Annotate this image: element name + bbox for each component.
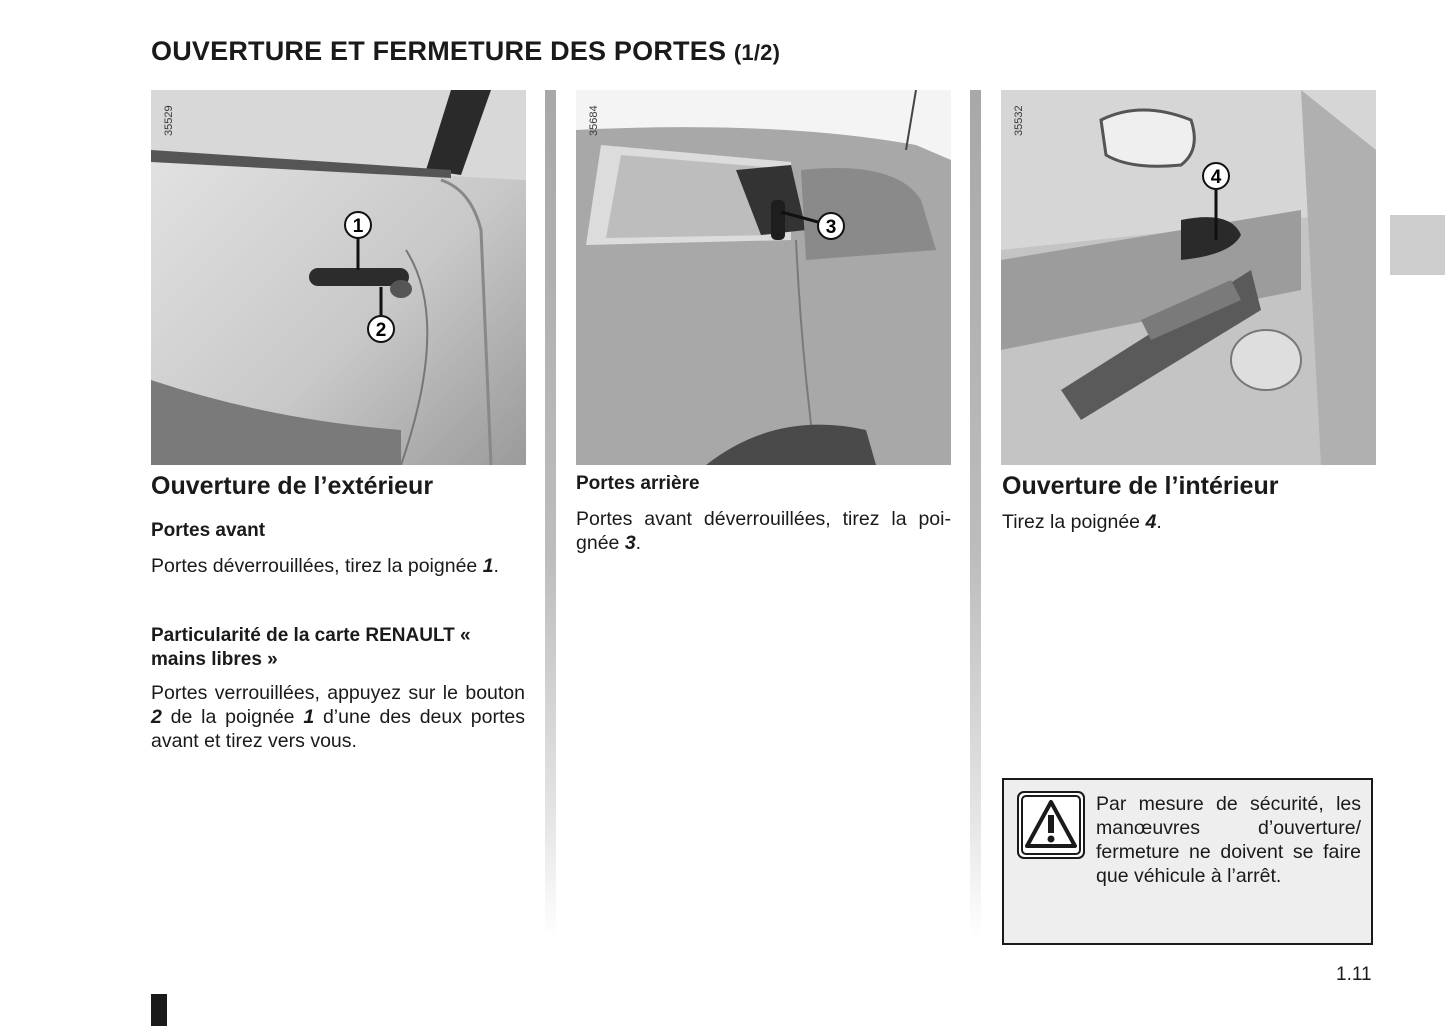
paragraph-front-doors: Portes déverrouillées, tirez la poignée 1. xyxy=(151,555,499,577)
figure-ref: 35529 xyxy=(163,105,175,136)
ref-number: 1 xyxy=(303,706,315,728)
column-separator-2 xyxy=(970,90,981,940)
ref-number: 2 xyxy=(151,706,162,728)
warning-text: Par mesure de sécurité, les manœuvres d’ouverture/ fermeture ne doivent se faire que véhicule à l’arrêt. xyxy=(1096,793,1361,887)
subheading-renault-card: Particularité de la carte RENAULT « mains libres » xyxy=(151,625,471,670)
figure-front-door xyxy=(151,90,526,465)
heading-exterior-opening: Ouverture de l’extérieur xyxy=(151,472,434,500)
interior-door-handle-photo xyxy=(1001,90,1376,465)
figure-interior-door xyxy=(1001,90,1376,465)
safety-warning-box xyxy=(1002,778,1373,945)
callout-1-label: 1 xyxy=(352,216,364,237)
page-title: OUVERTURE ET FERMETURE DES PORTES (1/2) xyxy=(151,36,781,66)
ref-number: 3 xyxy=(624,532,636,554)
front-door-handle-photo xyxy=(151,90,526,465)
subheading-rear-doors: Portes arrière xyxy=(576,473,700,494)
callout-3-label: 3 xyxy=(825,217,837,238)
page-title-part: (1/2) xyxy=(733,40,781,65)
rear-door-handle-photo xyxy=(576,90,951,465)
callout-2-label: 2 xyxy=(375,320,387,341)
paragraph-renault-card: Portes verrouillées, appuyez sur le bouton 2 de la poignée 1 d’une des deux portes avant et tirez vers vous. xyxy=(151,682,525,752)
figure-rear-door xyxy=(576,90,951,465)
paragraph-interior: Tirez la poignée 4. xyxy=(1002,511,1162,533)
paragraph-rear-doors: Portes avant déverrouillées, tirez la poignée 3. xyxy=(576,508,951,554)
figure-ref: 35532 xyxy=(1013,105,1025,136)
corner-mark xyxy=(151,994,167,1026)
subheading-front-doors: Portes avant xyxy=(151,520,266,541)
ref-number: 1 xyxy=(482,555,494,577)
page-number: 1.11 xyxy=(1336,964,1372,985)
column-separator-1 xyxy=(545,90,556,940)
warning-icon xyxy=(1017,791,1085,859)
callout-4-label: 4 xyxy=(1210,167,1222,188)
chapter-tab xyxy=(1390,215,1445,275)
figure-ref: 35684 xyxy=(588,105,600,136)
heading-interior-opening: Ouverture de l’intérieur xyxy=(1002,472,1279,500)
ref-number: 4 xyxy=(1145,511,1157,533)
